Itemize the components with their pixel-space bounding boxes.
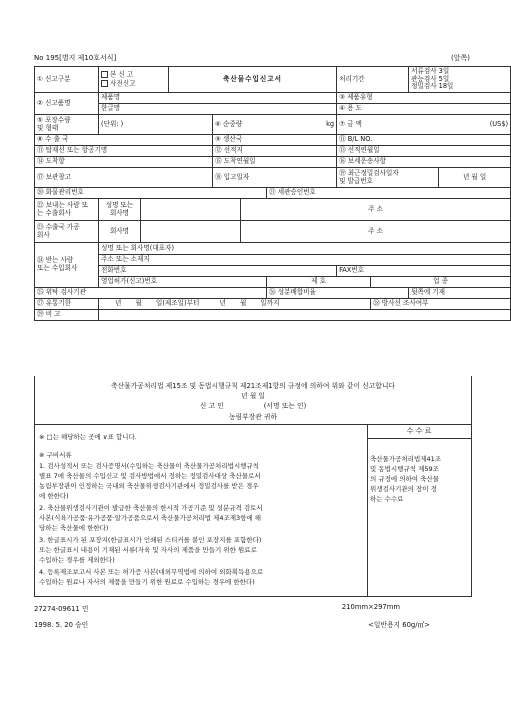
doc-4-line-1: 4. 등록제조보고서 사본 또는 허가증 사본(대외무역법에 의하여 외화획득용으로 (39, 568, 264, 576)
fee-section (367, 424, 471, 596)
package-unit-field[interactable]: (단위: ) (99, 115, 213, 135)
export-country-field[interactable]: ⑧ 수 출 국 (35, 135, 213, 146)
irradiation-field[interactable]: ㉘ 방사선 조사여부 (371, 299, 511, 310)
doc-2-line-2: 사본(식육가공품·유가공품·알가공품으로서 축산물가공처리법 제4조제3항에 해 (39, 514, 262, 522)
receiver-name-field[interactable]: 성명 또는 회사명(대표자) (99, 243, 511, 255)
footer-line-2 (34, 619, 470, 629)
arrival-port-field[interactable]: ⑭ 도착항 (35, 157, 213, 168)
production-country-field[interactable]: ⑨ 생산국 (213, 135, 337, 146)
remarks-label: ㉙ 비 고 (35, 310, 99, 321)
declarant: 신 고 인 (서명 또는 인) (199, 402, 307, 410)
checkbox-icon[interactable] (101, 80, 108, 87)
import-declaration-form (34, 66, 511, 321)
inspection-date-field[interactable]: 년 월 일 (439, 168, 511, 188)
korean-name-field[interactable]: 한글명 (99, 104, 337, 115)
checkbox-icon[interactable] (101, 71, 108, 78)
delegated-agency-field[interactable]: ㉕ 위탁 검사기관 (35, 288, 267, 299)
check-note: ※ □는 해당하는 곳에 ∨표 합니다. (39, 433, 137, 441)
doc-3-line-2: 또는 한글표시 내용이 기재된 서류(자육 및 자사의 제품을 만들기 위한 원료로 (39, 546, 257, 554)
fee-heading: 수 수 료 (367, 424, 471, 439)
bl-number-field[interactable]: ⑪ B/L NO. (337, 135, 511, 146)
paper-type: <일반용지 60g/㎡> (368, 621, 430, 629)
declaration-date[interactable]: 년 월 일 (240, 392, 266, 400)
paper-size: 210mm×297mm (341, 603, 400, 611)
row-declaration-type (35, 67, 511, 93)
customs-approval-field[interactable]: ㉑ 세관승인번호 (267, 188, 511, 199)
fee-description: 축산물가공처리법제41조 및 동법시행규칙 제59조 의 규정에 의하여 축산물 위생검사기관의 장이 정 하는 수수료 (370, 455, 442, 504)
arrival-date-field[interactable]: ⑮ 도착연월일 (213, 157, 337, 168)
receiver-fax-field[interactable]: FAX번호 (337, 266, 511, 277)
loading-date-field[interactable]: ⑬ 선적연월일 (337, 146, 511, 157)
processor-company-label: 회사명 (99, 221, 141, 243)
option-main-declaration[interactable]: 본 신 고 (101, 71, 166, 79)
processor-company-field[interactable] (141, 221, 241, 243)
required-documents (35, 424, 368, 596)
doc-2-line-3: 당하는 축산물에 한한다) (39, 524, 109, 532)
product-name-label: ② 신고품명 (35, 93, 99, 115)
option-pre-declaration[interactable]: 사전신고 (101, 80, 166, 88)
decl-type-label: ① 신고구분 (35, 67, 99, 93)
package-qty-label: ⑤ 포장수량 및 형태 (35, 115, 99, 135)
form-title: 축산물수입신고서 (169, 67, 337, 93)
doc-4-line-2: 수입하는 원료나 자사의 제품을 만들기 위한 원료로 수입하는 경우에 한한다) (39, 578, 255, 586)
doc-1-line-1: 1. 검사성적서 또는 검사증명서(수입하는 축산물이 축산물가공처리법시행규칙 (39, 462, 259, 470)
form-code: 27274-09611 민 (34, 605, 89, 613)
page-side: (앞쪽) (451, 54, 470, 62)
composition-note: 뒷쪽에 기재 (409, 288, 511, 299)
doc-2-line-1: 2. 축산물위생검사기관이 발급한 축산물의 한시적 가공기준 및 성분규격 검토서 (39, 504, 263, 512)
doc-1-line-2: 별표 7에 축산물의 수입신고 및 검사방법에서 정하는 정밀검사대상 축산물로서 (39, 472, 261, 480)
decl-type-options (99, 67, 169, 93)
expiry-field[interactable]: 년 월 일(제조일)부터 년 월 일까지 (99, 299, 371, 310)
loading-place-field[interactable]: ⑫ 선적지 (213, 146, 337, 157)
declaration-recipient: 농림부장관 귀하 (228, 413, 278, 421)
processor-label: ㉓ 수출국 가공 회사 (35, 221, 99, 243)
doc-3-line-3: 수입하는 경우를 제외한다) (39, 556, 115, 564)
processor-address-field[interactable]: 주 소 (241, 221, 511, 243)
storage-warehouse-field[interactable]: ⑰ 보관창고 (35, 168, 213, 188)
receiver-label: ㉔ 받는 사람 또는 수입회사 (35, 243, 99, 288)
receiver-address-field[interactable]: 주소 또는 소재지 (99, 255, 511, 266)
processing-periods: 서류검사 3일 관능검사 5일 정밀검사 18일 (409, 67, 511, 93)
receiver-phone-field[interactable]: 전화번호 (99, 266, 337, 277)
declaration-block (34, 376, 472, 425)
amount-field[interactable]: ⑦ 금 액 (US$) (337, 115, 511, 135)
business-type-field[interactable]: 업 종 (371, 277, 511, 288)
expiry-label: ㉗ 유통기한 (35, 299, 99, 310)
form-number: No 195[별지 제10호서식] (34, 54, 117, 62)
form-header (34, 53, 470, 63)
net-weight-field[interactable]: ⑥ 순중량 kg (213, 115, 337, 135)
product-name-field[interactable]: 제품명 (99, 93, 337, 104)
processing-period-label: 처리기간 (337, 67, 409, 93)
sender-name-label: 성명 또는 회사명 (99, 199, 141, 221)
declaration-statement: 축산물가공처리법 제15조 및 동법시행규칙 제21조제1항의 규정에 의하여 위와 같이 신고합니다 (111, 382, 395, 390)
footer-line-1 (34, 603, 470, 613)
composition-ratio-label: ㉖ 성분배합비율 (267, 288, 409, 299)
bonded-transport-field[interactable]: ⑯ 보세운송사항 (337, 157, 511, 168)
usage-field[interactable]: ④ 용 도 (337, 104, 511, 115)
remarks-field[interactable] (99, 310, 511, 321)
business-license-label: 영업허가(신고)번호 (99, 277, 267, 288)
product-type-field[interactable]: ③ 제품유형 (337, 93, 511, 104)
attachments-section (34, 424, 472, 597)
signature-field[interactable]: (서명 또는 인) (263, 402, 307, 410)
vessel-field[interactable]: ⑪ 탑재선 또는 항공기명 (35, 146, 213, 157)
approval-date: 1998. 5. 20 승인 (34, 621, 89, 629)
doc-3-line-1: 3. 한글표시가 된 포장지(한글표시가 인쇄된 스티커를 붙인 포장지를 포함한다) (39, 536, 262, 544)
cargo-number-field[interactable]: ⑳ 화물관리번호 (35, 188, 267, 199)
warehousing-date-field[interactable]: ⑱ 입고일자 (213, 168, 337, 188)
sender-label: ㉒ 보내는 사람 또 는 수출회사 (35, 199, 99, 221)
doc-1-line-4: 에 한한다) (39, 492, 69, 500)
documents-heading: ※ 구비서류 (39, 451, 72, 459)
license-number-field[interactable]: 제 호 (267, 277, 371, 288)
recent-inspection-label: ⑲ 최근정밀검사일자 및 발급번호 (337, 168, 439, 188)
sender-name-field[interactable] (141, 199, 241, 221)
doc-1-line-3: 농림부장관이 인정하는 국내외 축산물위생검사기관에서 정밀검사를 받은 경우 (39, 482, 259, 490)
sender-address-field[interactable]: 주 소 (241, 199, 511, 221)
